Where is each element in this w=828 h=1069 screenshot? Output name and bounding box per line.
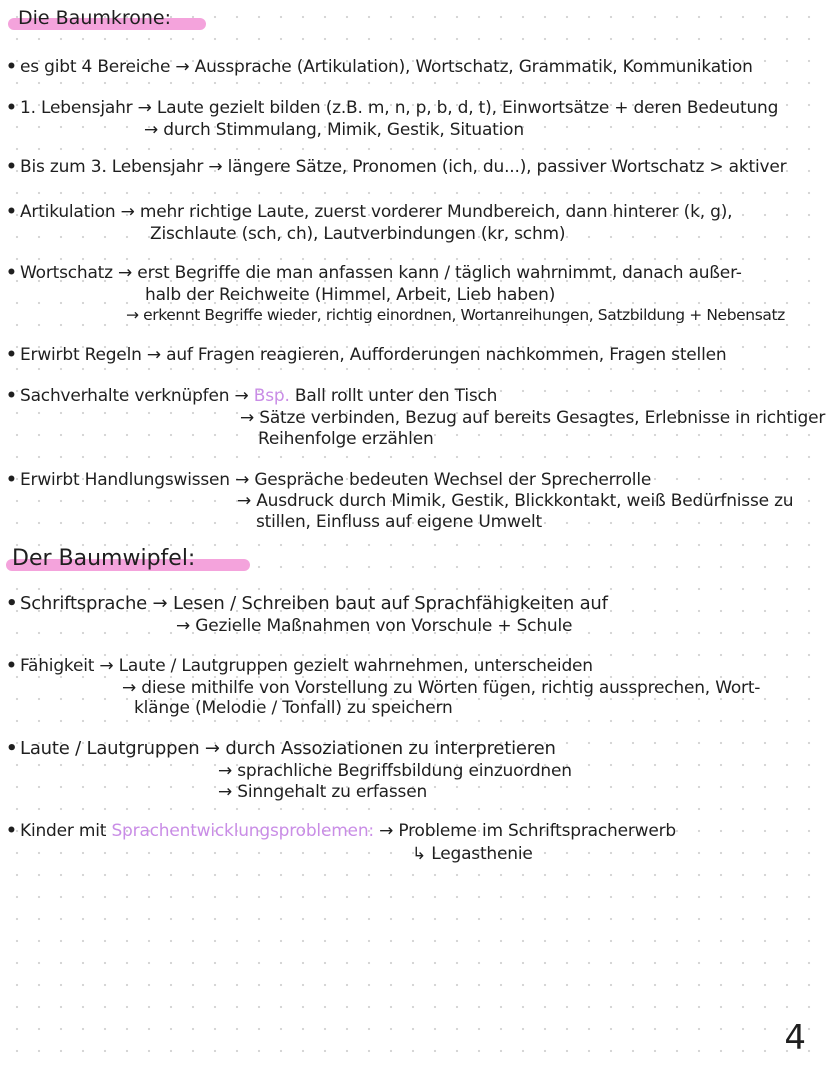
section-heading-baumwipfel: Der Baumwipfel: xyxy=(12,546,196,571)
bullet-icon: • xyxy=(6,593,18,614)
list-item: • Sachverhalte verknüpfen → Bsp. Ball rollt unter den Tisch xyxy=(6,386,498,406)
bullet-icon: • xyxy=(6,98,17,118)
list-item: • Kinder mit Sprachentwicklungsproblemen: → Probleme im Schriftspracherwerb xyxy=(6,821,676,841)
list-item-continuation: → erkennt Begriffe wieder, richtig einordnen, Wortanreihungen, Satzbildung + Nebensatz xyxy=(126,306,785,324)
list-item-continuation: → Sätze verbinden, Bezug auf bereits Gesagtes, Erlebnisse in richtiger xyxy=(240,408,826,428)
list-item-continuation: Reihenfolge erzählen xyxy=(258,429,434,449)
bullet-icon: • xyxy=(6,386,17,406)
bullet-icon: • xyxy=(6,656,17,676)
list-item-continuation: Zischlaute (sch, ch), Lautverbindungen (kr, schm) xyxy=(150,224,566,244)
list-item: • Artikulation → mehr richtige Laute, zuerst vorderer Mundbereich, dann hinterer (k, g), xyxy=(6,202,733,222)
list-item-continuation: → sprachliche Begriffsbildung einzuordnen xyxy=(218,761,572,781)
bullet-icon: • xyxy=(6,157,17,177)
list-item-continuation: → diese mithilfe von Vorstellung zu Wörten fügen, richtig aussprechen, Wort- xyxy=(122,678,761,698)
list-item: • Schriftsprache → Lesen / Schreiben baut auf Sprachfähigkeiten auf xyxy=(6,593,608,614)
list-item-continuation: → Ausdruck durch Mimik, Gestik, Blickkontakt, weiß Bedürfnisse zu xyxy=(237,491,794,511)
bullet-icon: • xyxy=(6,470,17,490)
list-item: • 1. Lebensjahr → Laute gezielt bilden (z.B. m, n, p, b, d, t), Einwortsätze + deren Bedeutung xyxy=(6,98,779,118)
bullet-icon: • xyxy=(6,202,17,222)
list-item: • Erwirbt Regeln → auf Fragen reagieren, Aufforderungen nachkommen, Fragen stellen xyxy=(6,345,727,365)
list-item-continuation: klänge (Melodie / Tonfall) zu speichern xyxy=(134,698,453,718)
bullet-icon: • xyxy=(6,57,17,77)
list-item: • Bis zum 3. Lebensjahr → längere Sätze, Pronomen (ich, du...), passiver Wortschatz > aktiver xyxy=(6,157,787,177)
list-item-continuation: → Gezielle Maßnahmen von Vorschule + Schule xyxy=(176,616,573,636)
list-item-continuation: → Sinngehalt zu erfassen xyxy=(218,782,428,802)
list-item: • Erwirbt Handlungswissen → Gespräche bedeuten Wechsel der Sprecherrolle xyxy=(6,470,652,490)
section-heading-baumkrone: Die Baumkrone: xyxy=(18,7,172,29)
bullet-icon: • xyxy=(6,738,18,759)
list-item-continuation: → durch Stimmulang, Mimik, Gestik, Situation xyxy=(144,120,524,140)
list-item: • Wortschatz → erst Begriffe die man anfassen kann / täglich wahrnimmt, danach außer- xyxy=(6,263,742,283)
page-number: 4 xyxy=(784,1018,806,1058)
list-item-continuation: stillen, Einfluss auf eigene Umwelt xyxy=(256,512,542,532)
bullet-icon: • xyxy=(6,821,17,841)
bullet-icon: • xyxy=(6,263,17,283)
accent-term: Sprachentwicklungsproblemen: xyxy=(111,821,374,841)
list-item-continuation: ↳ Legasthenie xyxy=(412,844,533,864)
bullet-icon: • xyxy=(6,345,17,365)
example-label: Bsp. xyxy=(253,386,290,406)
list-item: • Fähigkeit → Laute / Lautgruppen gezielt wahrnehmen, unterscheiden xyxy=(6,656,593,676)
list-item: • Laute / Lautgruppen → durch Assoziationen zu interpretieren xyxy=(6,738,556,759)
list-item: • es gibt 4 Bereiche → Aussprache (Artikulation), Wortschatz, Grammatik, Kommunikation xyxy=(6,57,753,77)
list-item-continuation: halb der Reichweite (Himmel, Arbeit, Lieb haben) xyxy=(145,285,556,305)
